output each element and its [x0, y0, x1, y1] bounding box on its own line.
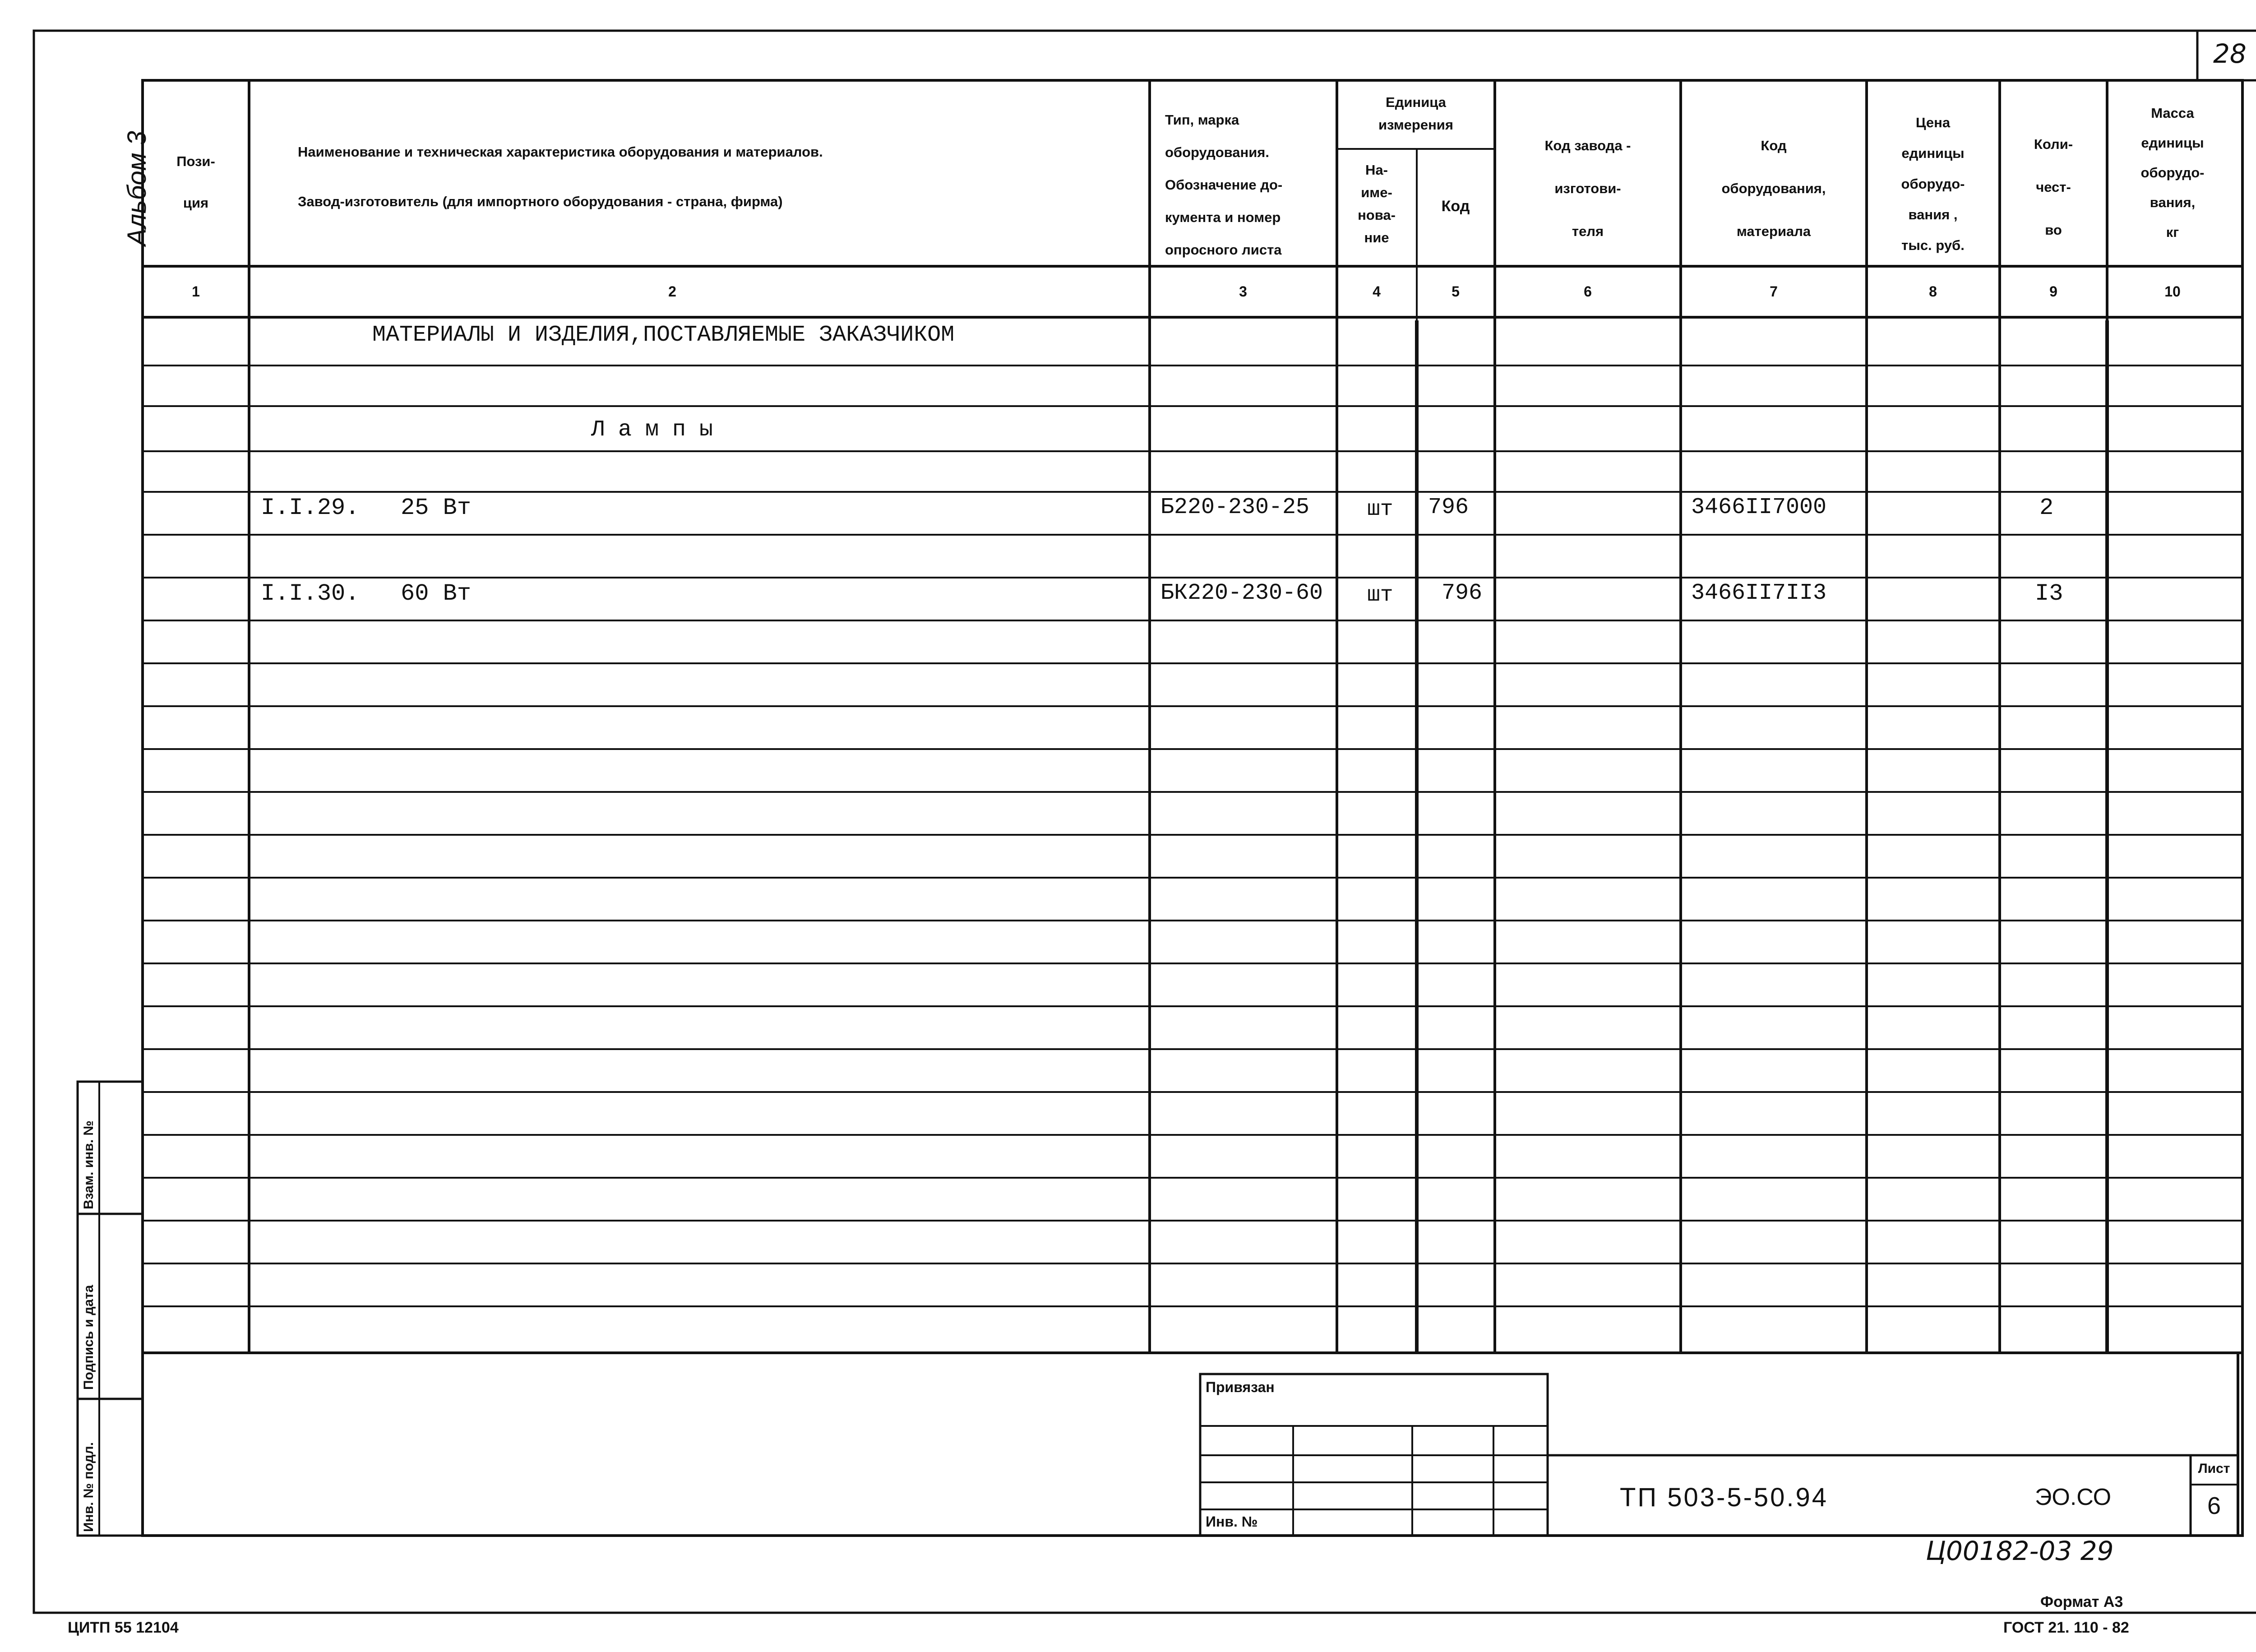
header-col2: Наименование и техническая характеристика оборудования и материалов. Завод-изготовитель (для импортного оборудования - страна, фирма)	[298, 144, 823, 209]
header-unit-group: Единица измерения	[1378, 94, 1453, 133]
item-quantity: I3	[2035, 580, 2063, 607]
header-col5: Код	[1441, 198, 1470, 215]
gost-label: ГОСТ 21. 110 - 82	[2003, 1619, 2129, 1636]
item-unit: шт	[1367, 497, 1393, 522]
item-material-code: 3466II7II3	[1691, 580, 1827, 606]
header-col3: Тип, марка оборудования. Обозначение до- кумента и номер опросного листа	[1165, 112, 1283, 258]
item-position: I.I.30.	[261, 580, 360, 607]
header-col4: На- име- нова- ние	[1358, 162, 1396, 245]
item-position: I.I.29.	[261, 495, 360, 521]
privyazan-label: Привязан	[1206, 1379, 1275, 1395]
inv-no-label: Инв. №	[1206, 1513, 1258, 1530]
item-type: БК220-230-60	[1160, 580, 1323, 606]
item-name: 60 Вт	[401, 580, 472, 607]
col-number-2: 2	[668, 283, 676, 300]
header-col9: Коли- чест- во	[2034, 136, 2073, 238]
header-col1: Пози- ция	[176, 153, 215, 211]
stamp-podpis-label: Подпись и дата	[81, 1285, 96, 1390]
col-number-10: 10	[2164, 283, 2181, 300]
sheet-value: 6	[2207, 1492, 2221, 1519]
archive-number: Ц00182-03 29	[1926, 1536, 2114, 1566]
stamp-vzam-label: Взам. инв. №	[81, 1120, 96, 1209]
album-label: Альбом 3	[122, 131, 152, 246]
sheet-label: Лист	[2198, 1461, 2230, 1476]
stamp-inv-podl-label: Инв. № подл.	[81, 1442, 96, 1532]
item-quantity: 2	[2039, 495, 2054, 521]
header-col6: Код завода - изготови- теля	[1544, 138, 1631, 239]
section-title: МАТЕРИАЛЫ И ИЗДЕЛИЯ,ПОСТАВЛЯЕМЫЕ ЗАКАЗЧИКОМ	[372, 322, 955, 348]
format-label: Формат А3	[2040, 1593, 2123, 1610]
col-number-9: 9	[2049, 283, 2057, 300]
sheet-number: 28	[2213, 38, 2247, 69]
header-col10: Масса единицы оборудо- вания, кг	[2140, 105, 2205, 240]
col-number-4: 4	[1373, 283, 1381, 300]
item-unit-code: 796	[1442, 580, 1483, 606]
col-number-1: 1	[192, 283, 200, 300]
col-number-8: 8	[1929, 283, 1937, 300]
item-unit: шт	[1367, 583, 1393, 607]
col-number-5: 5	[1452, 283, 1460, 300]
col-number-7: 7	[1770, 283, 1778, 300]
item-type: Б220-230-25	[1160, 495, 1310, 520]
header-col7: Код оборудования, материала	[1721, 138, 1826, 239]
subsection-title: Л а м п ы	[591, 417, 713, 443]
doc-suffix: ЭО.СО	[2035, 1484, 2112, 1510]
item-name: 25 Вт	[401, 495, 472, 521]
col-number-6: 6	[1584, 283, 1592, 300]
header-col8: Цена единицы оборудо- вания , тыс. руб.	[1901, 115, 1965, 253]
publisher-label: ЦИТП 55 12104	[68, 1619, 179, 1636]
item-unit-code: 796	[1428, 495, 1469, 520]
doc-code: ТП 503-5-50.94	[1620, 1483, 1829, 1512]
col-number-3: 3	[1239, 283, 1247, 300]
item-material-code: 3466II7000	[1691, 495, 1827, 520]
